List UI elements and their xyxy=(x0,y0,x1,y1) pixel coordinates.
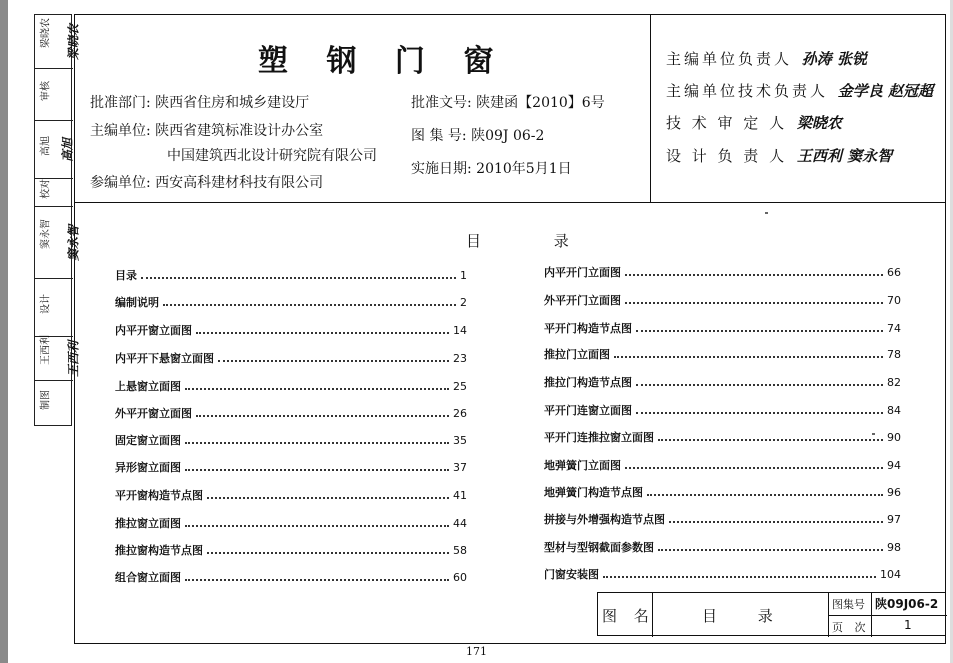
scan-speck xyxy=(765,212,768,214)
toc-item-page: 58 xyxy=(453,543,467,557)
toc-item-page: 1 xyxy=(460,268,467,282)
toc-item[interactable] xyxy=(544,264,901,280)
doc-no-value: 陕建函【2010】6号 xyxy=(476,95,605,111)
atlas-no-label: 图集号 xyxy=(832,598,865,611)
toc-item-page: 96 xyxy=(887,485,901,499)
toc-leader xyxy=(647,488,883,496)
header-divider xyxy=(74,202,946,203)
toc-item[interactable] xyxy=(115,322,467,338)
toc-item-page: 35 xyxy=(453,433,467,447)
sig-cell xyxy=(35,334,81,381)
toc-item-page: 2 xyxy=(460,295,467,309)
toc-item[interactable] xyxy=(115,542,467,558)
signature-column xyxy=(34,14,81,426)
atlas-no-value: 陕09J 06-2 xyxy=(471,128,545,144)
toc-item[interactable] xyxy=(115,569,467,585)
toc-item-title: 平开门连推拉窗立面图 xyxy=(544,431,654,444)
toc-item[interactable] xyxy=(544,539,901,555)
sig-cell xyxy=(35,207,81,279)
drawing-name-label: 图 名 xyxy=(602,607,655,625)
sig-cell xyxy=(35,381,73,427)
toc-item-page: 66 xyxy=(887,265,901,279)
toc-item-title: 推拉窗构造节点图 xyxy=(115,544,203,557)
toc-item-title: 上悬窗立面图 xyxy=(115,380,181,393)
sig-cell xyxy=(35,179,73,207)
toc-leader xyxy=(141,271,456,279)
resp-row xyxy=(666,145,892,166)
impl-date-value: 2010年5月1日 xyxy=(476,161,572,177)
drawing-name-value: 目 录 xyxy=(702,607,791,625)
page-title: 塑 钢 门 窗 xyxy=(258,44,508,79)
toc-leader xyxy=(185,519,449,527)
tb-hdivider xyxy=(828,615,947,616)
resp-row xyxy=(666,48,867,69)
sig-label: 校对 xyxy=(40,178,52,199)
resp-signature: 孙涛 张锐 xyxy=(801,50,868,68)
toc-item-page: 26 xyxy=(453,406,467,420)
toc-leader xyxy=(669,515,883,523)
scan-speck xyxy=(872,433,875,435)
approval-dept-label: 批准部门: xyxy=(90,95,151,111)
resp-role: 技 术 审 定 人 xyxy=(666,114,788,132)
toc-leader xyxy=(185,573,449,581)
toc-item[interactable] xyxy=(544,374,901,390)
toc-item-page: 23 xyxy=(453,351,467,365)
toc-item-title: 编制说明 xyxy=(115,296,159,309)
toc-item-title: 平开门连窗立面图 xyxy=(544,404,632,417)
toc-item-page: 37 xyxy=(453,460,467,474)
toc-item[interactable] xyxy=(544,320,901,336)
approval-dept-value: 陕西省住房和城乡建设厅 xyxy=(155,95,310,111)
sig-cell xyxy=(35,15,81,69)
resp-row xyxy=(666,112,842,133)
toc-leader xyxy=(207,546,449,554)
sig-cell xyxy=(35,121,73,179)
footer-page-number: 171 xyxy=(466,645,487,658)
sig-label: 梁晓农 xyxy=(40,17,52,48)
signature: 王西利 xyxy=(66,340,81,377)
signature: 梁晓农 xyxy=(66,23,81,60)
toc-item-page: 78 xyxy=(887,347,901,361)
toc-leader xyxy=(196,409,449,417)
signature: 高旭 xyxy=(60,137,75,162)
approval-dept xyxy=(90,92,309,112)
toc-item-title: 内平开下悬窗立面图 xyxy=(115,352,214,365)
editor-unit xyxy=(90,120,323,140)
doc-number xyxy=(411,92,605,112)
signature: 窦永智 xyxy=(66,224,81,261)
page-label: 页 次 xyxy=(832,621,870,634)
toc-item-page: 70 xyxy=(887,293,901,307)
toc-item-title: 平开门构造节点图 xyxy=(544,322,632,335)
toc-item[interactable] xyxy=(115,350,467,366)
resp-role: 主编单位技术负责人 xyxy=(666,82,829,100)
toc-leader xyxy=(625,461,883,469)
toc-leader xyxy=(185,436,449,444)
atlas-number xyxy=(411,125,544,145)
toc-item[interactable] xyxy=(115,294,467,310)
sig-cell xyxy=(35,279,73,337)
toc-item-title: 内平开窗立面图 xyxy=(115,324,192,337)
toc-item-title: 拼接与外增强构造节点图 xyxy=(544,513,665,526)
toc-item[interactable] xyxy=(544,566,901,582)
toc-item-title: 目录 xyxy=(115,269,137,282)
resp-signature: 金学良 赵冠超 xyxy=(837,82,934,100)
toc-item[interactable] xyxy=(115,487,467,503)
toc-item[interactable] xyxy=(544,511,901,527)
toc-item-title: 固定窗立面图 xyxy=(115,434,181,447)
toc-item-title: 地弹簧门构造节点图 xyxy=(544,486,643,499)
toc-item[interactable] xyxy=(115,378,467,394)
toc-item-page: 97 xyxy=(887,512,901,526)
sig-label: 王西利 xyxy=(40,334,52,365)
toc-item-title: 门窗安装图 xyxy=(544,568,599,581)
toc-leader xyxy=(196,326,449,334)
toc-leader xyxy=(625,296,883,304)
atlas-no-value: 陕09J06-2 xyxy=(875,597,939,611)
toc-item-title: 地弹簧门立面图 xyxy=(544,459,621,472)
title-block xyxy=(597,592,946,636)
toc-leader xyxy=(636,378,883,386)
resp-role: 主编单位负责人 xyxy=(666,50,793,68)
toc-item-title: 型材与型钢截面参数图 xyxy=(544,541,654,554)
atlas-no-label: 图 集 号: xyxy=(411,128,467,144)
toc-item-title: 推拉门构造节点图 xyxy=(544,376,632,389)
resp-row xyxy=(666,80,933,101)
resp-signature: 梁晓农 xyxy=(796,114,842,132)
sig-label: 高旭 xyxy=(40,135,52,156)
toc-item-title: 内平开门立面图 xyxy=(544,266,621,279)
toc-leader xyxy=(218,354,449,362)
toc-item-page: 82 xyxy=(887,375,901,389)
toc-leader xyxy=(185,382,449,390)
toc-item-page: 90 xyxy=(887,430,901,444)
sig-label: 设计 xyxy=(40,293,52,314)
toc-leader xyxy=(185,463,449,471)
sig-label: 窦永智 xyxy=(40,218,52,249)
toc-leader xyxy=(658,543,883,551)
editor-label: 主编单位: xyxy=(90,123,151,139)
toc-item[interactable] xyxy=(115,267,467,283)
toc-item-page: 41 xyxy=(453,488,467,502)
toc-leader xyxy=(636,406,883,414)
participant-unit xyxy=(90,172,323,192)
toc-leader xyxy=(658,433,883,441)
participant-value: 西安高科建材科技有限公司 xyxy=(155,175,324,191)
toc-item-page: 44 xyxy=(453,516,467,530)
resp-signature: 王西利 窦永智 xyxy=(796,147,893,165)
toc-item-page: 14 xyxy=(453,323,467,337)
toc-leader xyxy=(163,298,456,306)
impl-date-label: 实施日期: xyxy=(411,161,472,177)
toc-item[interactable] xyxy=(544,292,901,308)
toc-item-title: 组合窗立面图 xyxy=(115,571,181,584)
toc-item[interactable] xyxy=(115,405,467,421)
toc-item[interactable] xyxy=(115,432,467,448)
toc-item-page: 25 xyxy=(453,379,467,393)
toc-leader xyxy=(603,570,876,578)
toc-leader xyxy=(614,350,883,358)
toc-item-page: 94 xyxy=(887,458,901,472)
toc-item-page: 60 xyxy=(453,570,467,584)
toc-leader xyxy=(207,491,449,499)
sig-cell xyxy=(35,69,73,121)
toc-title: 目 录 xyxy=(466,232,603,250)
participant-label: 参编单位: xyxy=(90,175,151,191)
toc-item-title: 平开窗构造节点图 xyxy=(115,489,203,502)
toc-item-page: 98 xyxy=(887,540,901,554)
toc-item-title: 推拉窗立面图 xyxy=(115,517,181,530)
toc-item[interactable] xyxy=(544,402,901,418)
impl-date xyxy=(411,158,572,178)
sig-label: 制图 xyxy=(40,390,52,410)
sig-label: 审核 xyxy=(40,80,52,101)
toc-item[interactable] xyxy=(115,515,467,531)
editor-value-2: 中国建筑西北设计研究院有限公司 xyxy=(167,148,377,164)
toc-item-page: 74 xyxy=(887,321,901,335)
page-value: 1 xyxy=(904,618,912,632)
scan-left-edge xyxy=(0,0,8,663)
toc-item[interactable] xyxy=(544,346,901,362)
toc-item-page: 104 xyxy=(880,567,901,581)
toc-item[interactable] xyxy=(544,429,901,445)
toc-item-title: 推拉门立面图 xyxy=(544,348,610,361)
editor-value-1: 陕西省建筑标准设计办公室 xyxy=(155,123,324,139)
doc-no-label: 批准文号: xyxy=(411,95,472,111)
toc-item-title: 异形窗立面图 xyxy=(115,461,181,474)
toc-item[interactable] xyxy=(115,459,467,475)
header-vertical-divider xyxy=(650,14,651,202)
toc-item[interactable] xyxy=(544,484,901,500)
toc-leader xyxy=(625,268,883,276)
toc-item-page: 84 xyxy=(887,403,901,417)
toc-item-title: 外平开门立面图 xyxy=(544,294,621,307)
toc-item-title: 外平开窗立面图 xyxy=(115,407,192,420)
toc-item[interactable] xyxy=(544,457,901,473)
resp-role: 设 计 负 责 人 xyxy=(666,147,788,165)
toc-leader xyxy=(636,324,883,332)
